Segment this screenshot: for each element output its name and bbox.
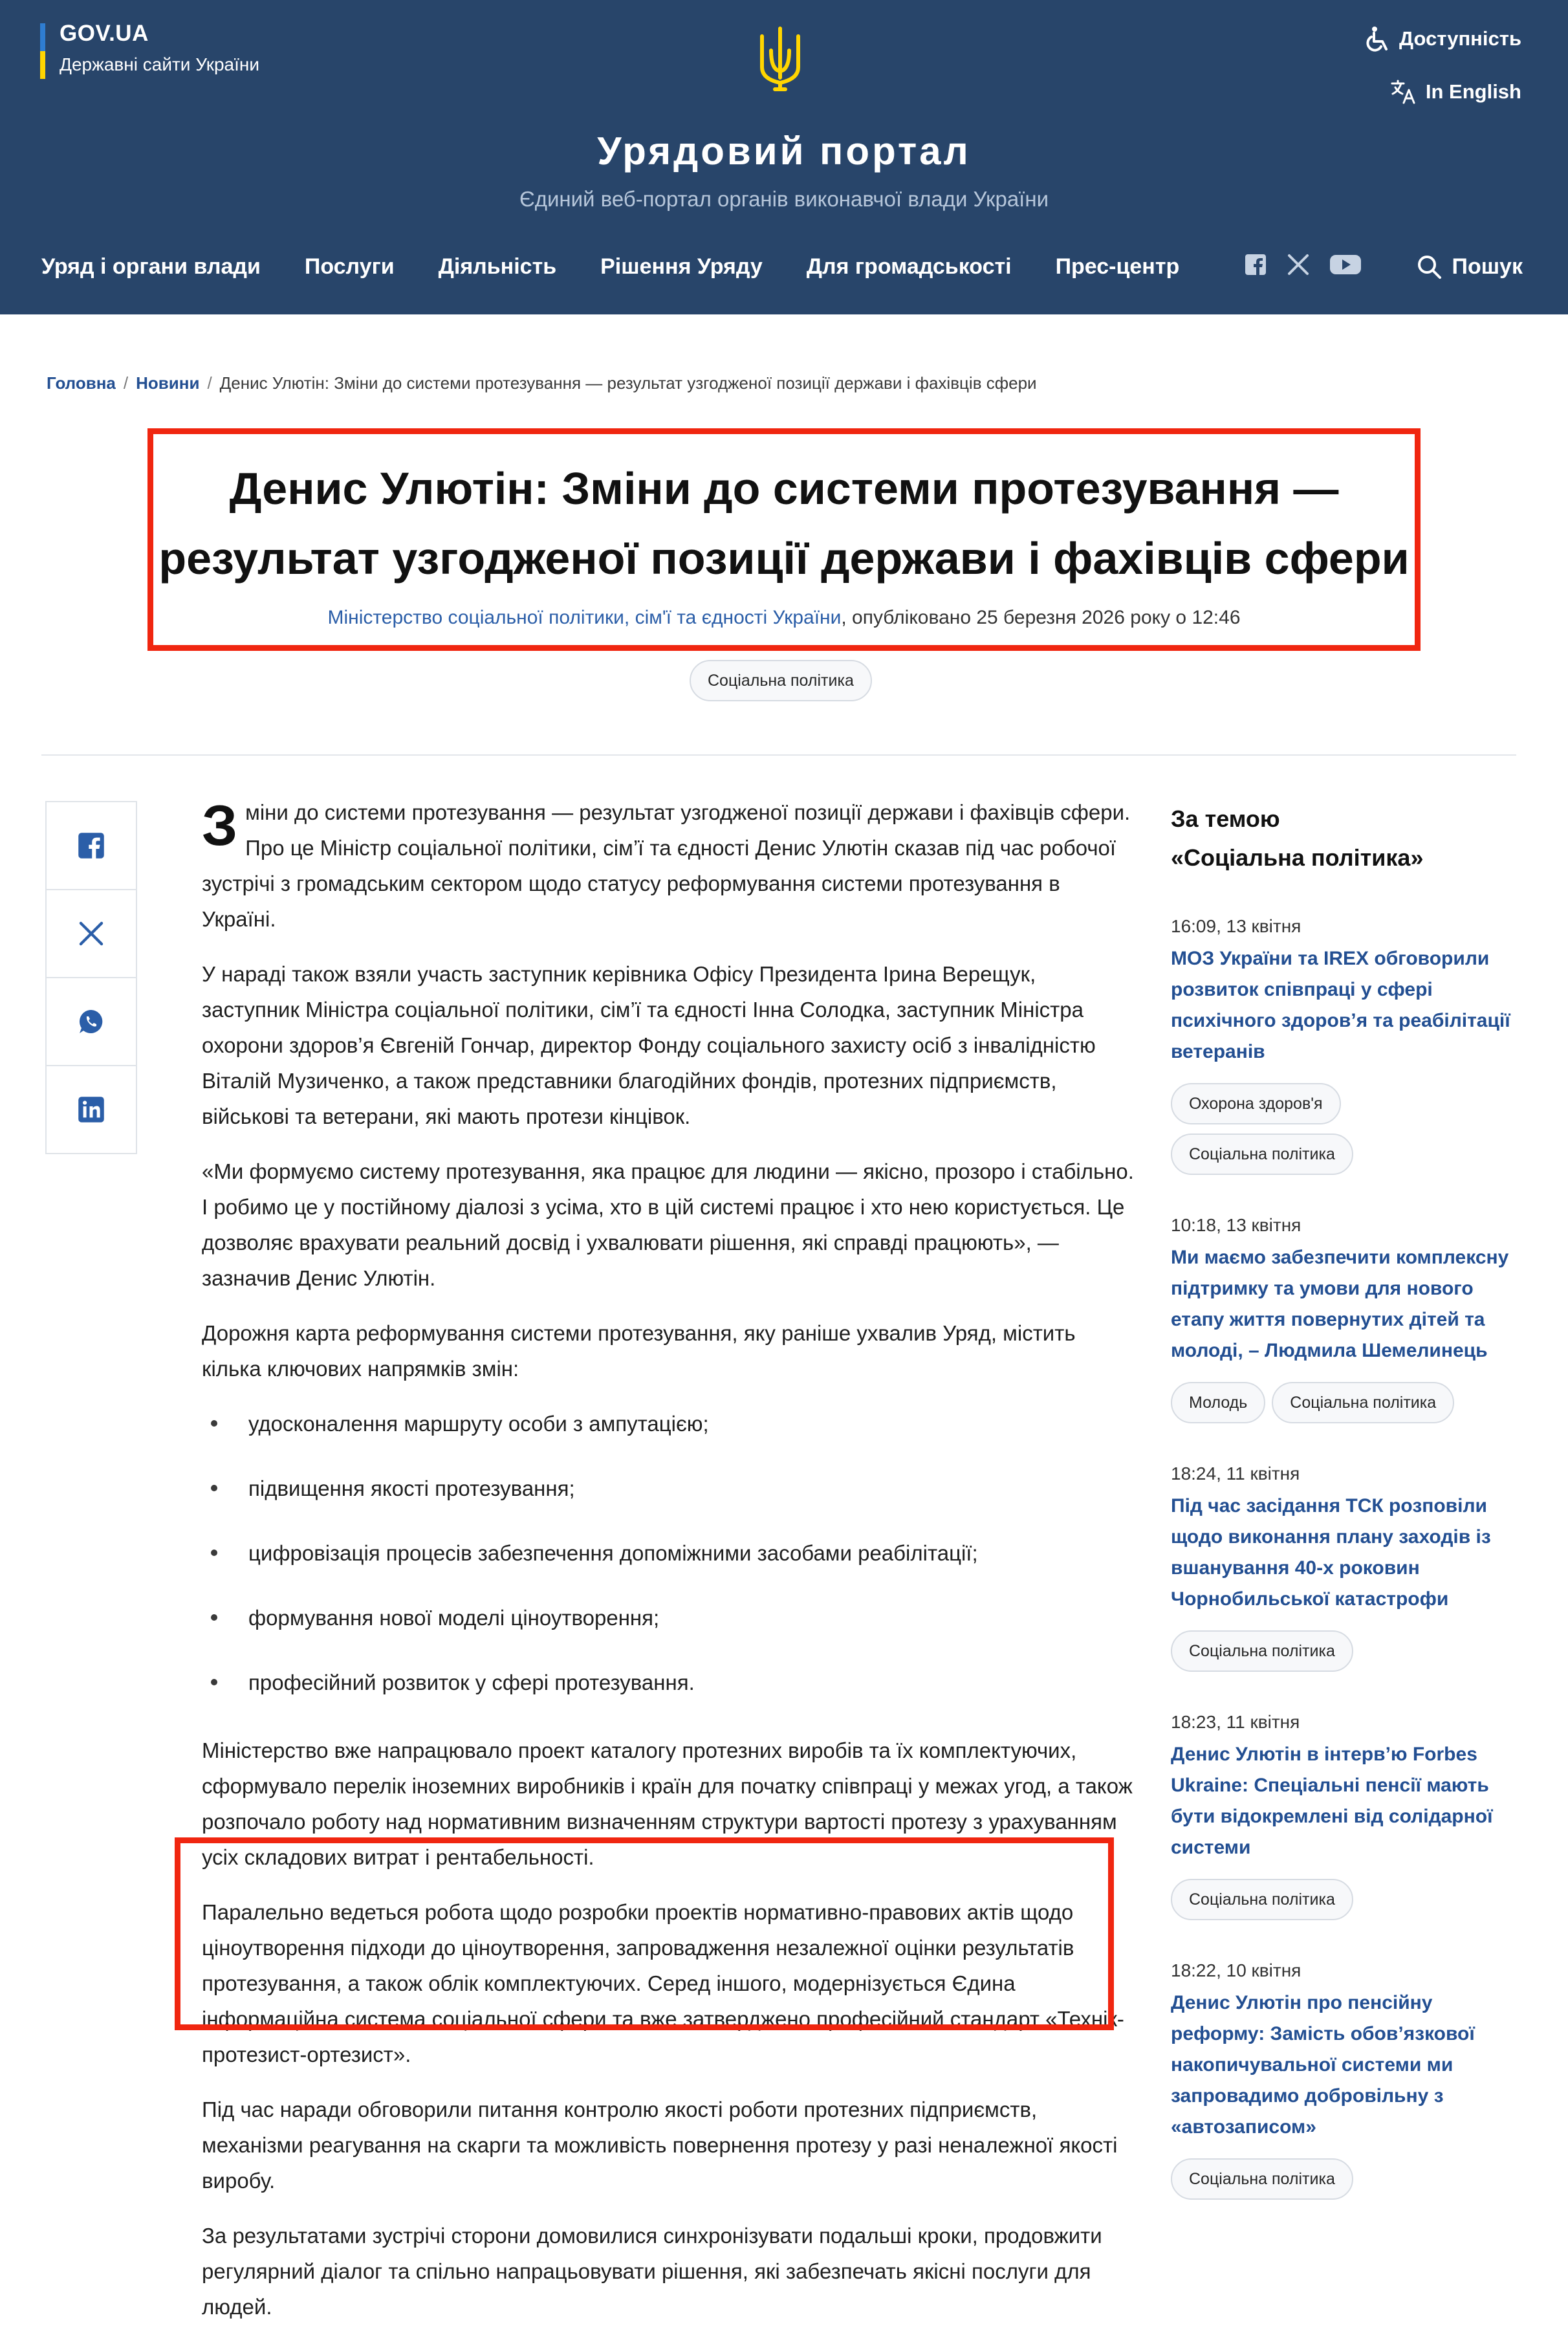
govua-logo[interactable] <box>40 19 259 79</box>
news-time: 16:09, 13 квітня <box>1171 916 1301 936</box>
news-headline-link[interactable]: Денис Улютін в інтерв’ю Forbes Ukraine: Спеціальні пенсії мають бути відокремлені від солідарної системи <box>1171 1744 1493 1858</box>
news-headline-link[interactable]: Денис Улютін про пенсійну реформу: Замість обов’язкової накопичувальної системи ми запровадимо добровільну з «автозаписом» <box>1171 1992 1475 2138</box>
divider <box>41 754 1516 756</box>
language-switch[interactable] <box>1391 78 1521 106</box>
x-icon[interactable] <box>1287 254 1309 279</box>
nav-press[interactable]: Прес-центр <box>1055 254 1180 279</box>
news-time: 10:18, 13 квітня <box>1171 1215 1301 1235</box>
share-x[interactable] <box>47 890 136 978</box>
article-paragraph-7: Під час наради обговорили питання контролю якості роботи протезних підприємств, механізми реагування на скарги та можливість повернення протезу у разі неналежної якості виробу. <box>202 2098 1118 2193</box>
list-item: цифровізація процесів забезпечення допоміжними засобами реабілітації; <box>202 1535 1138 1571</box>
drop-cap: З <box>202 793 238 857</box>
news-time: 18:23, 11 квітня <box>1171 1712 1300 1732</box>
article-paragraph-1: Зміни до системи протезування — результат узгодженої позиції держави і фахівців сфери. Про це Міністр соціальної політики, сім’ї та єдності Денис Улютін сказав під час робочої зустрічі з громадським сектором щодо статусу реформування системи протезування в Україні. <box>202 793 1131 931</box>
list-item: формування нової моделі ціноутворення; <box>202 1600 1138 1636</box>
news-headline-link[interactable]: МОЗ України та IREX обговорили розвиток співпраці у сфері психічного здоров’я та реабілітації ветеранів <box>1171 948 1510 1062</box>
wheelchair-icon <box>1366 26 1390 52</box>
list-item: підвищення якості протезування; <box>202 1471 1138 1506</box>
list-item <box>1171 1709 1520 1920</box>
article-tag[interactable]: Соціальна політика <box>690 660 872 701</box>
article-paragraph-4: Дорожня карта реформування системи протезування, яку раніше ухвалив Уряд, містить кілька ключових напрямків змін: <box>202 1321 1076 1381</box>
breadcrumb: Головна / Новини / Денис Улютін: Зміни до системи протезування — результат узгодженої позиції держави і фахівців сфери <box>47 373 1037 393</box>
nav-government[interactable]: Уряд і органи влади <box>41 254 261 279</box>
x-icon <box>78 920 105 947</box>
facebook-icon[interactable] <box>1245 254 1267 279</box>
breadcrumb-news[interactable]: Новини <box>136 373 200 393</box>
article-source-link[interactable]: Міністерство соціальної політики, сім'ї та єдності України <box>327 607 842 628</box>
site-header <box>0 0 1568 314</box>
article-published: , опубліковано 25 березня 2026 року о 12:46 <box>841 607 1241 628</box>
share-panel <box>45 801 137 1154</box>
search-label: Пошук <box>1452 254 1523 279</box>
translate-icon <box>1391 80 1417 104</box>
search-button[interactable] <box>1416 251 1523 282</box>
article-title <box>153 454 1415 593</box>
title-highlight-box <box>147 428 1421 651</box>
article-meta <box>153 604 1415 632</box>
search-icon <box>1416 254 1442 279</box>
article-paragraph-3: «Ми формуємо систему протезування, яка працює для людини — якісно, прозоро і стабільно. І робимо це у постійному діалозі з усіма, хто в цій системі працює і хто нею користується. Це дозволяє врахувати реальний досвід і ухвалювати рішення, які справді працюють», — зазначив Денис Улютін. <box>202 1159 1134 1290</box>
article-title-line-1: Денис Улютін: Зміни до системи протезування — <box>229 463 1339 514</box>
news-tag[interactable]: Молодь <box>1171 1382 1265 1423</box>
article-paragraph-2: У нараді також взяли участь заступник керівника Офісу Президента Ірина Верещук, заступник Міністра соціальної політики, сім’ї та єдності Інна Солодка, заступник Міністра охорони здоров’я Євгеній Гончар, директор Фонду соціального захисту осіб з інвалідністю Віталій Музиченко, а також представники благодійних фондів, протезних підприємств, військові та ветерани, які мають протези кінцівок. <box>202 962 1096 1128</box>
portal-title: Урядовий портал <box>597 129 971 173</box>
sidebar-heading: За темою «Соціальна політика» <box>1171 805 1424 871</box>
article-paragraph-5: Міністерство вже напрацювало проект каталогу протезних виробів та їх комплектуючих, сформувало перелік іноземних виробників і країн для початку співпраці у межах угод, а також розпочало роботу над нормативним визначенням структури вартості протезу з урахуванням усіх складових витрат і рентабельності. <box>202 1738 1133 1869</box>
related-news-sidebar <box>1171 800 1520 2237</box>
paragraph-highlight-box <box>175 1837 1114 2030</box>
nav-decisions[interactable]: Рішення Уряду <box>600 254 763 279</box>
news-time: 18:24, 11 квітня <box>1171 1463 1300 1484</box>
list-item <box>1171 1212 1520 1423</box>
youtube-icon[interactable] <box>1330 254 1361 279</box>
article-title-line-2: результат узгодженої позиції держави і фахівців сфери <box>158 533 1410 584</box>
list-item: удосконалення маршруту особи з ампутацією; <box>202 1406 1138 1441</box>
portal-subtitle: Єдиний веб-портал органів виконавчої влади України <box>519 187 1049 211</box>
list-item <box>1171 914 1520 1175</box>
news-tag[interactable]: Соціальна політика <box>1171 2158 1353 2200</box>
article-paragraph-8: За результатами зустрічі сторони домовилися синхронізувати подальші кроки, продовжити регулярний діалог та спільно напрацьовувати рішення, які забезпечать якісні послуги для людей. <box>202 2224 1102 2319</box>
list-item: професійний розвиток у сфері протезування. <box>202 1665 1138 1700</box>
breadcrumb-current: Денис Улютін: Зміни до системи протезування — результат узгодженої позиції держави і фахівців сфери <box>219 373 1037 393</box>
breadcrumb-home[interactable]: Головна <box>47 373 116 393</box>
header-social <box>1245 254 1361 279</box>
news-tag[interactable]: Соціальна політика <box>1171 1134 1353 1175</box>
news-headline-link[interactable]: Під час засідання ТСК розповіли щодо виконання плану заходів із вшанування 40-х роковин Чорнобильської катастрофи <box>1171 1495 1491 1610</box>
govua-logo-name: GOV.UA <box>60 21 149 46</box>
news-tag[interactable]: Соціальна політика <box>1272 1382 1454 1423</box>
linkedin-icon <box>78 1096 105 1123</box>
list-item <box>1171 1958 1520 2200</box>
article-body <box>202 794 1138 2344</box>
news-tag[interactable]: Соціальна політика <box>1171 1879 1353 1920</box>
whatsapp-icon <box>77 1007 105 1036</box>
govua-logo-subtitle: Державні сайти України <box>60 54 260 74</box>
accessibility-link[interactable] <box>1366 25 1521 53</box>
reform-directions-list <box>202 1406 1138 1700</box>
news-tag[interactable]: Соціальна політика <box>1171 1630 1353 1672</box>
accessibility-label: Доступність <box>1399 27 1521 50</box>
trident-icon <box>758 25 802 92</box>
main-nav <box>41 251 1179 282</box>
news-time: 18:22, 10 квітня <box>1171 1960 1301 1980</box>
news-headline-link[interactable]: Ми маємо забезпечити комплексну підтримку та умови для нового етапу життя повернутих дітей та молоді, – Людмила Шемелинець <box>1171 1247 1509 1361</box>
list-item <box>1171 1461 1520 1672</box>
language-label: In English <box>1425 80 1521 103</box>
share-linkedin[interactable] <box>47 1066 136 1153</box>
article-paragraph-6: Паралельно ведеться робота щодо розробки проектів нормативно-правових актів щодо ціноутворення підходи до ціноутворення, запровадження незалежної оцінки результатів протезування, а також облік комплектуючих. Серед іншого, модернізується Єдина інформаційна система соціальної сфери та вже затверджено професійний стандарт «Технік-протезист-ортезист». <box>202 1900 1124 2066</box>
facebook-icon <box>78 832 105 859</box>
share-whatsapp[interactable] <box>47 978 136 1066</box>
ukraine-flag-bar <box>40 23 45 79</box>
nav-public[interactable]: Для громадськості <box>806 254 1012 279</box>
nav-activity[interactable]: Діяльність <box>438 254 557 279</box>
share-facebook[interactable] <box>47 802 136 890</box>
news-tag[interactable]: Охорона здоров'я <box>1171 1083 1341 1124</box>
nav-services[interactable]: Послуги <box>304 254 395 279</box>
